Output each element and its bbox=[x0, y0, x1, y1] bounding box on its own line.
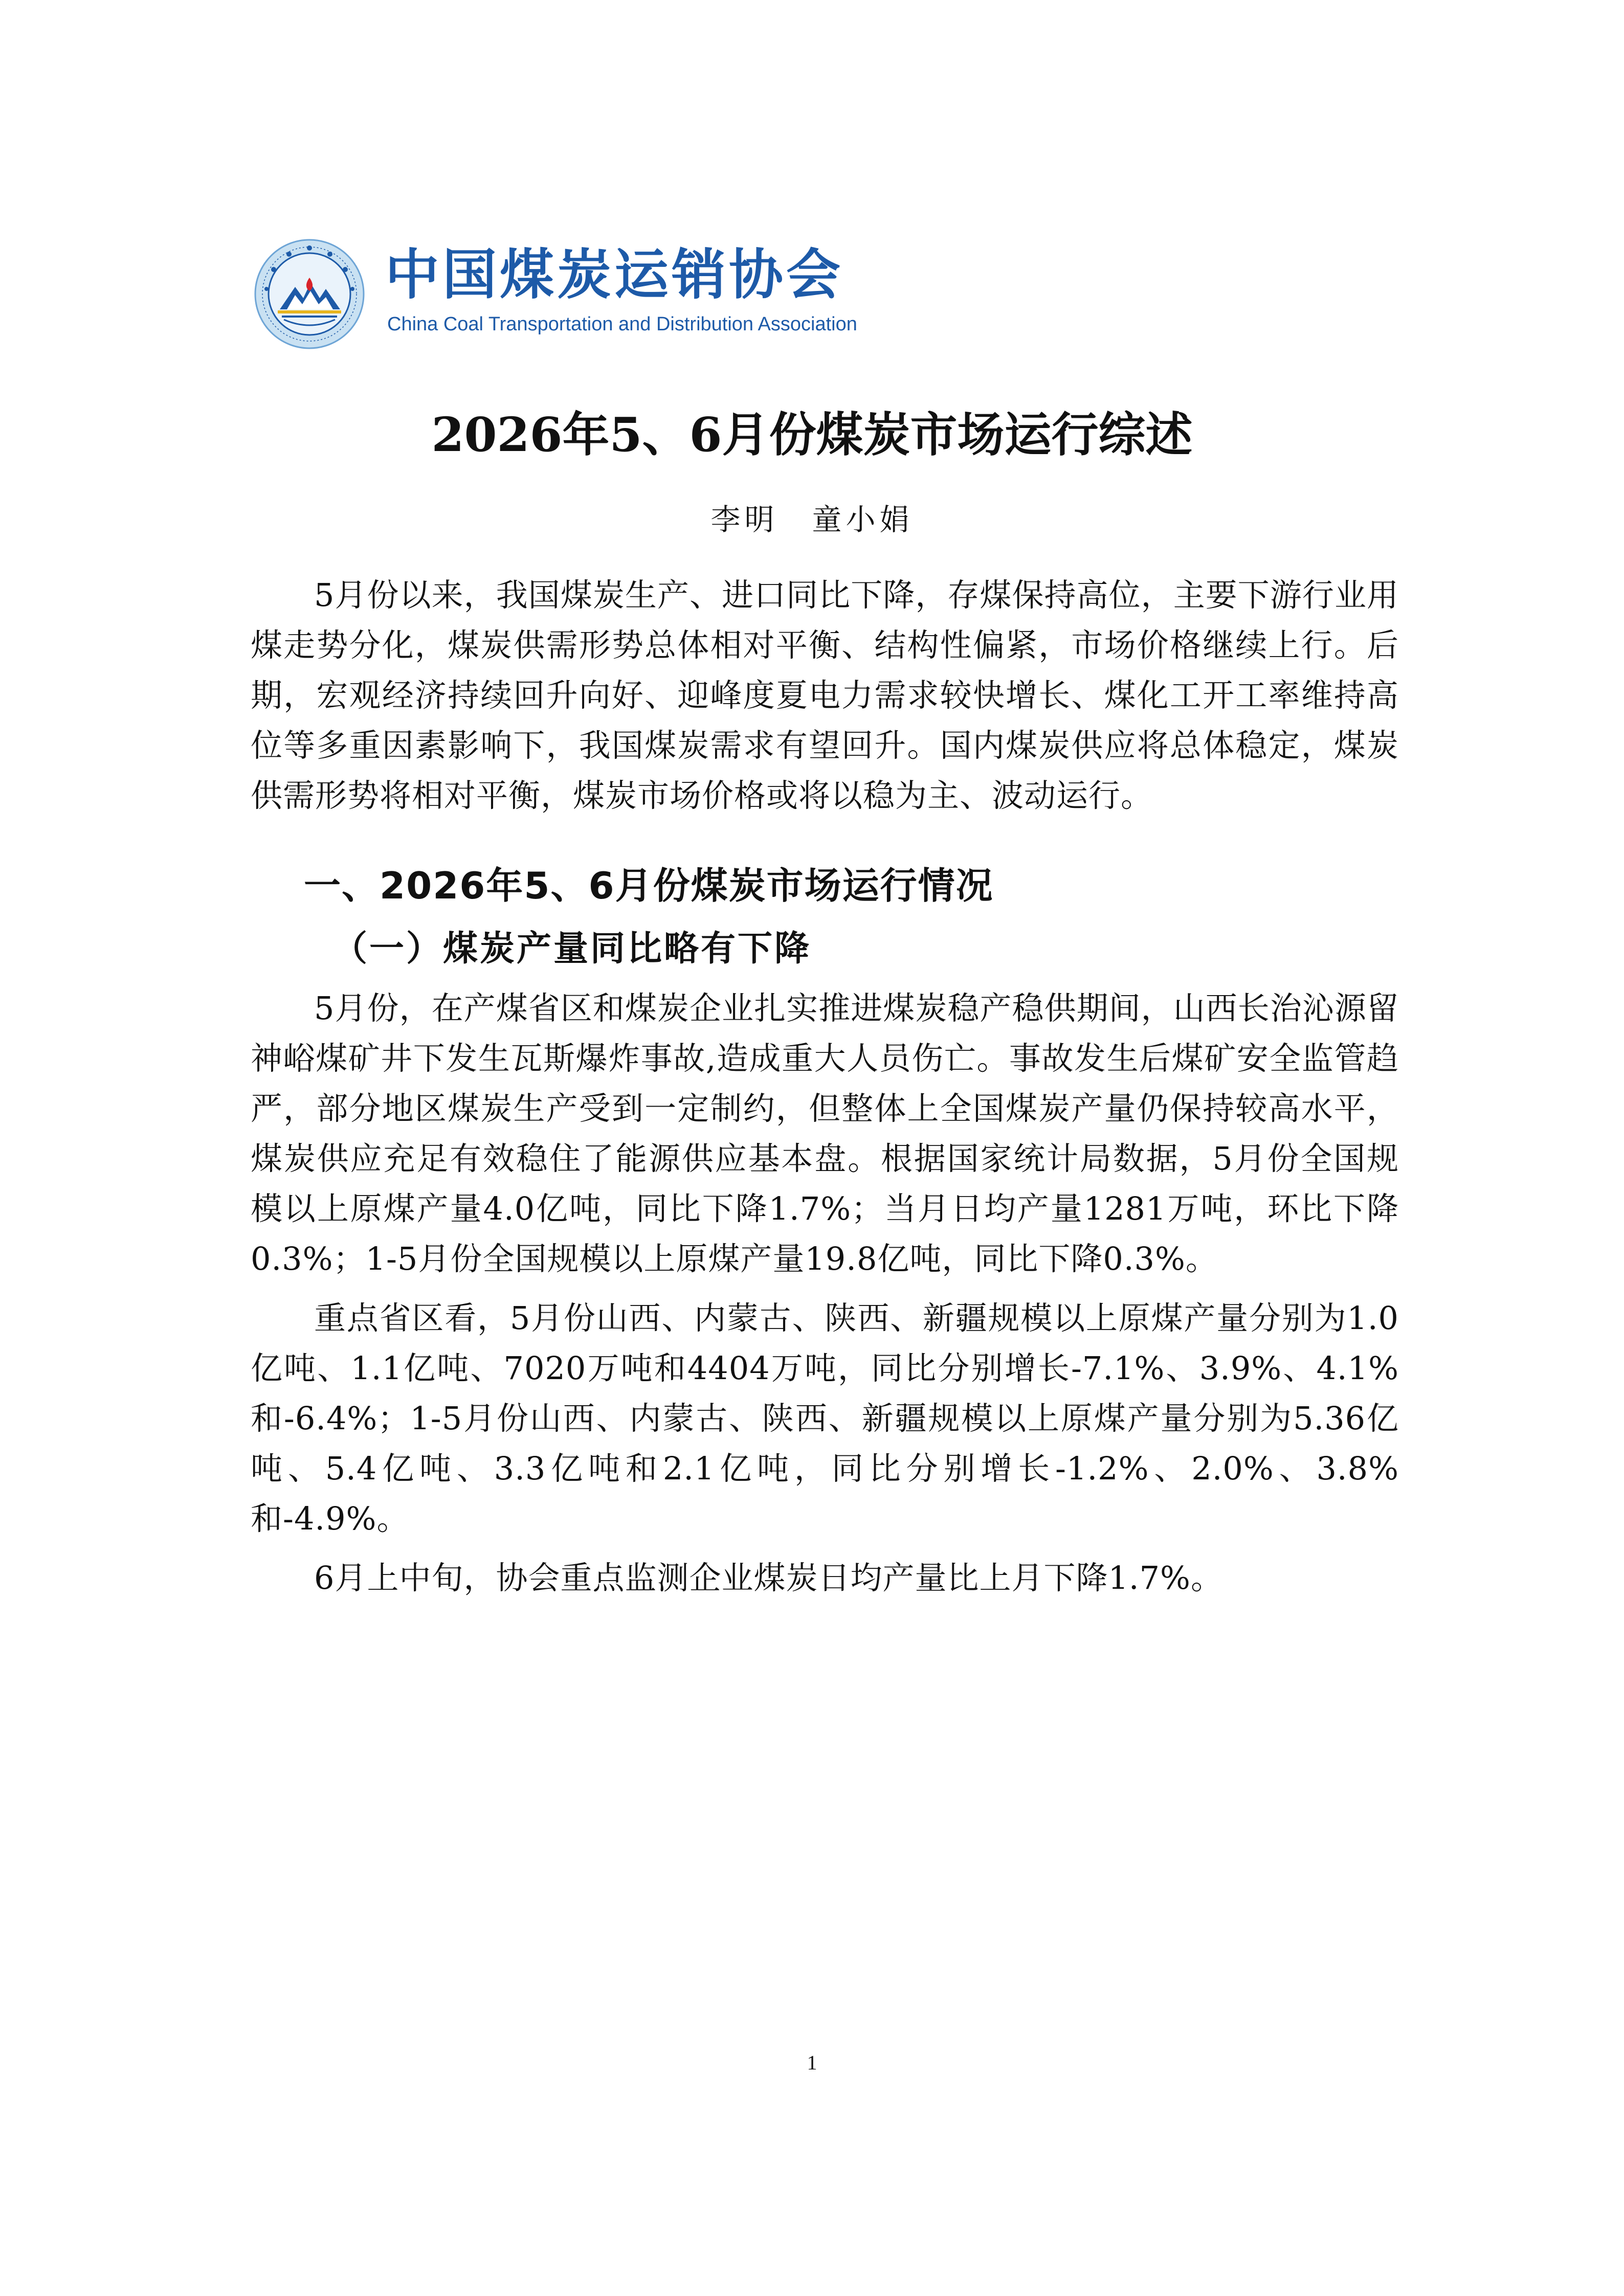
spacer bbox=[251, 821, 1399, 852]
body-paragraph: 5月份，在产煤省区和煤炭企业扎实推进煤炭稳产稳供期间，山西长治沁源留神峪煤矿井下发生瓦斯爆炸事故,造成重大人员伤亡。事故发生后煤矿安全监管趋严，部分地区煤炭生产受到一定制约，但整体上全国煤炭产量仍保持较高水平，煤炭供应充足有效稳住了能源供应基本盘。根据国家统计局数据，5月份全国规模以上原煤产量4.0亿吨，同比下降1.7%；当月日均产量1281万吨，环比下降0.3%；1-5月份全国规模以上原煤产量19.8亿吨，同比下降0.3%。 bbox=[251, 989, 1399, 1277]
body-paragraph: 重点省区看，5月份山西、内蒙古、陕西、新疆规模以上原煤产量分别为1.0亿吨、1.1亿吨、7020万吨和4404万吨，同比分别增长-7.1%、3.9%、4.1%和-6.4%；1-5月份山西、内蒙古、陕西、新疆规模以上原煤产量分别为5.36亿吨、5.4亿吨、3.3亿吨和2.1亿吨，同比分别增长-1.2%、2.0%、3.8%和-4.9%。 bbox=[251, 1299, 1399, 1537]
association-seal-logo bbox=[253, 238, 366, 350]
association-header bbox=[253, 238, 867, 355]
org-name-chinese: 中国煤炭运销协会 bbox=[385, 243, 843, 306]
document-body bbox=[251, 570, 1399, 1603]
subsection-heading: （一）煤炭产量同比略有下降 bbox=[332, 929, 812, 969]
page-number: 1 bbox=[807, 2051, 817, 2074]
document-title: 2026年5、6月份煤炭市场运行综述 bbox=[431, 407, 1193, 462]
section-heading: 一、2026年5、6月份煤炭市场运行情况 bbox=[304, 864, 994, 907]
org-name-english: China Coal Transportation and Distribution Association bbox=[387, 313, 857, 335]
intro-paragraph: 5月份以来，我国煤炭生产、进口同比下降，存煤保持高位，主要下游行业用煤走势分化，煤炭供需形势总体相对平衡、结构性偏紧，市场价格继续上行。后期，宏观经济持续回升向好、迎峰度夏电力需求较快增长、煤化工开工率维持高位等多重因素影响下，我国煤炭需求有望回升。国内煤炭供应将总体稳定，煤炭供需形势将相对平衡，煤炭市场价格或将以稳为主、波动运行。 bbox=[251, 576, 1399, 814]
authors: 李明 童小娟 bbox=[710, 502, 914, 537]
body-paragraph: 6月上中旬，协会重点监测企业煤炭日均产量比上月下降1.7%。 bbox=[314, 1559, 1223, 1596]
